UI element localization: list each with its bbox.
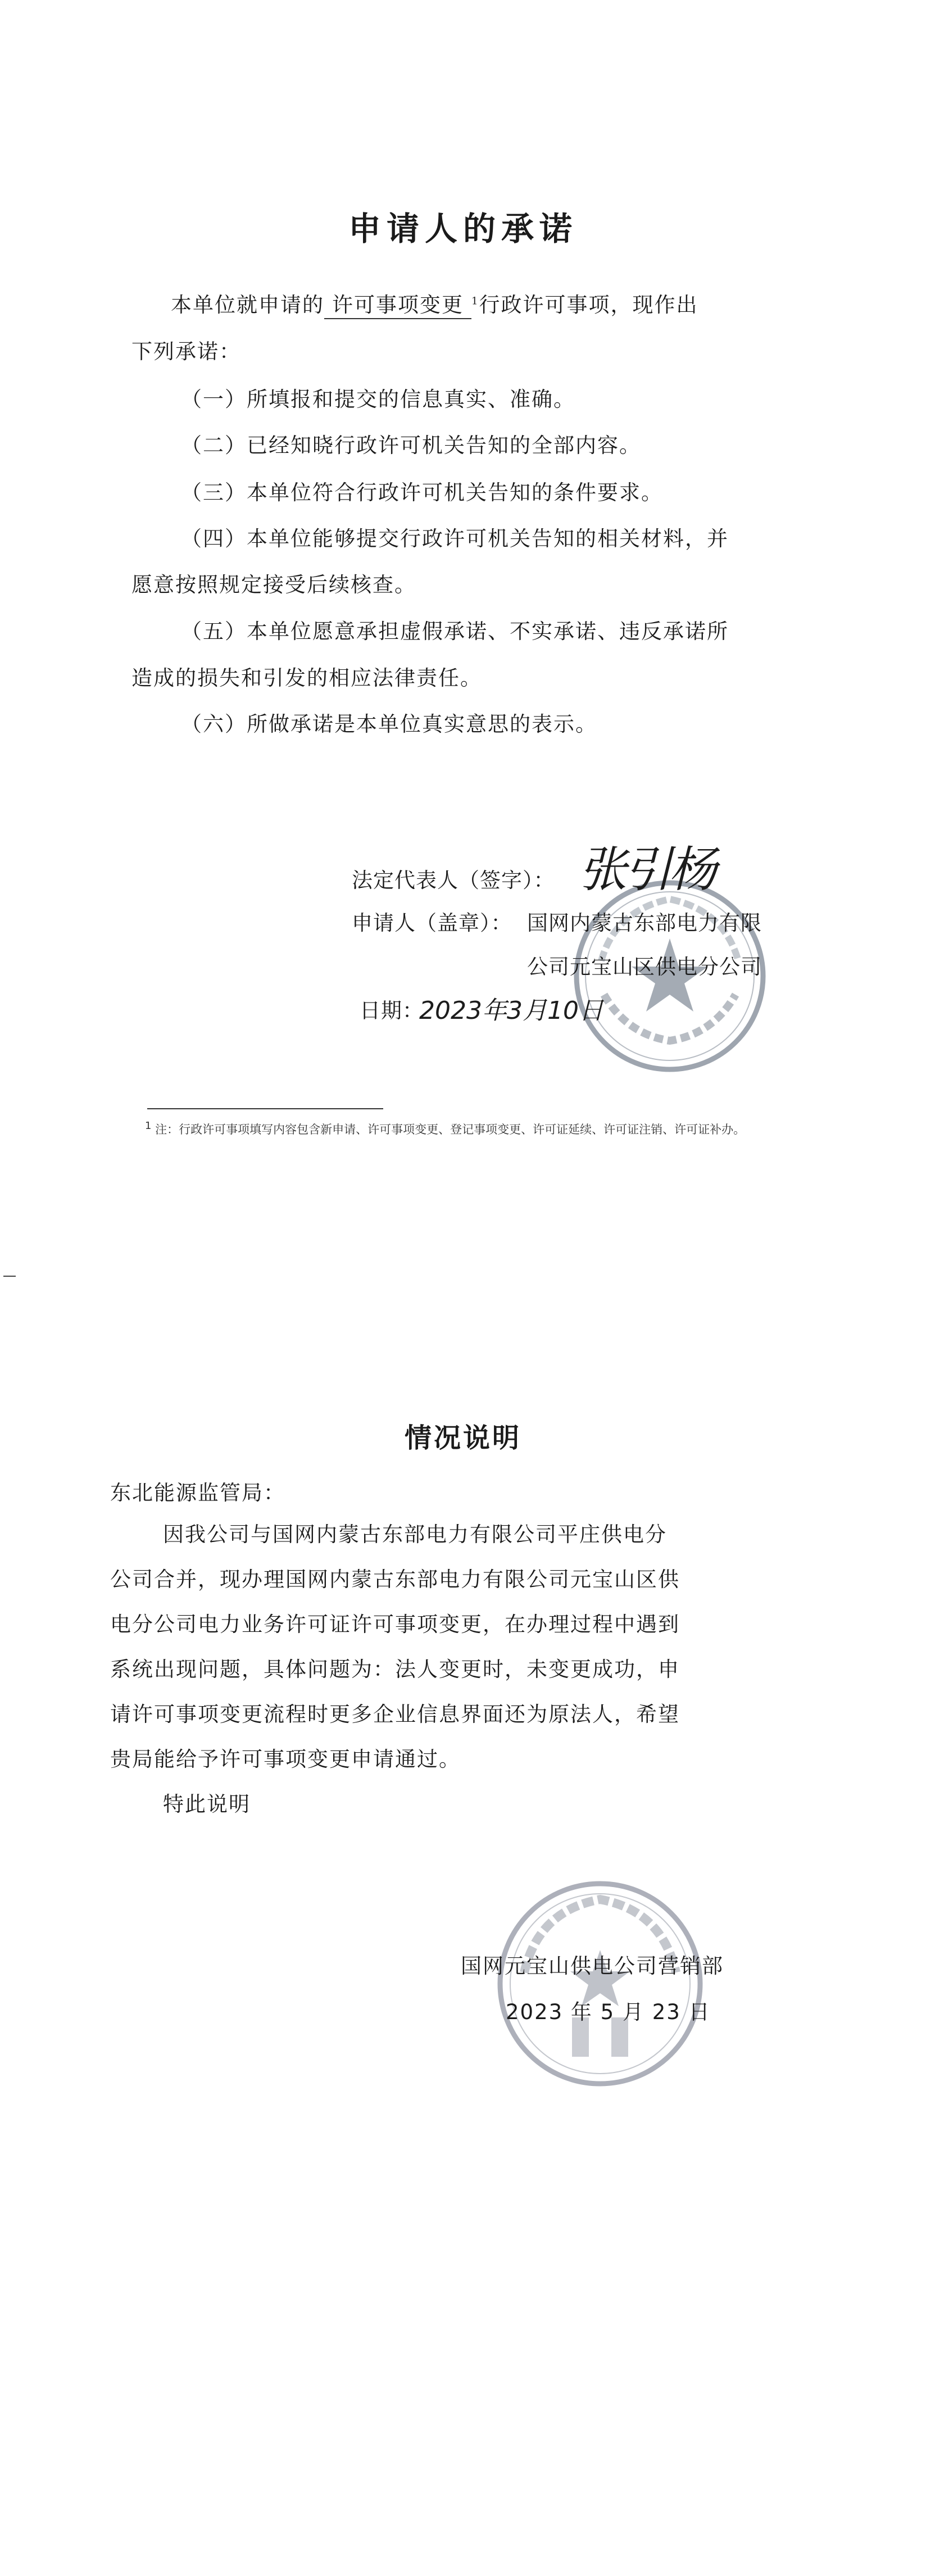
body-line: 电分公司电力业务许可证许可事项变更，在办理过程中遇到	[110, 1612, 680, 1636]
footnote-text: 注：行政许可事项填写内容包含新申请、许可事项变更、登记事项变更、许可证延续、许可证注销、许可证补办。	[155, 1123, 746, 1136]
footnote-divider	[147, 1108, 383, 1109]
explanation-date: 2023 年 5 月 23 日	[506, 2000, 711, 2024]
commitment-item: （三）本单位符合行政许可机关告知的条件要求。	[181, 480, 663, 505]
page-edge-mark	[3, 1276, 16, 1277]
intro-line-2: 下列承诺：	[131, 339, 241, 364]
body-line: 因我公司与国网内蒙古东部电力有限公司平庄供电分	[163, 1522, 667, 1546]
footnote	[145, 1116, 836, 1140]
body-line: 贵局能给予许可事项变更申请通过。	[110, 1747, 461, 1771]
legal-rep-label: 法定代表人（签字）：	[352, 868, 555, 892]
addressee: 东北能源监管局：	[110, 1481, 285, 1505]
body-line: 系统出现问题，具体问题为：法人变更时，未变更成功，申	[110, 1657, 680, 1681]
explanation-title: 情况说明	[404, 1422, 521, 1454]
body-line: 公司合并，现办理国网内蒙古东部电力有限公司元宝山区供	[110, 1567, 680, 1591]
commitment-item: （五）本单位愿意承担虚假承诺、不实承诺、违反承诺所	[181, 619, 729, 643]
intro-sup: 1	[471, 295, 479, 307]
page-title: 申请人的承诺	[348, 210, 578, 248]
date-handwritten: 2023年3月10日	[419, 996, 603, 1025]
applicant-label: 申请人（盖章）：	[352, 911, 512, 935]
commitment-item: （一）所填报和提交的信息真实、准确。	[181, 387, 575, 411]
commitment-item: （六）所做承诺是本单位真实意思的表示。	[181, 712, 597, 736]
department-seal-image	[493, 1877, 707, 2090]
date-label: 日期：	[360, 999, 424, 1023]
intro-prefix: 本单位就申请的	[171, 293, 324, 317]
commitment-item-cont: 造成的损失和引发的相应法律责任。	[131, 666, 482, 690]
commitment-item-cont: 愿意按照规定接受后续核查。	[131, 573, 416, 597]
signatory: 国网元宝山供电公司营销部	[461, 1954, 724, 1978]
intro-suffix: 行政许可事项，现作出	[479, 293, 698, 317]
legal-rep-signature: 张引杨	[579, 842, 714, 898]
closing-text: 特此说明	[163, 1792, 251, 1816]
body-line: 请许可事项变更流程时更多企业信息界面还为原法人，希望	[110, 1702, 680, 1726]
footnote-marker: 1	[145, 1120, 152, 1132]
commitment-item: （四）本单位能够提交行政许可机关告知的相关材料，并	[181, 527, 729, 551]
applicant-name-line-1: 国网内蒙古东部电力有限	[527, 911, 762, 935]
intro-line	[171, 288, 698, 319]
intro-fill: 许可事项变更	[324, 288, 471, 319]
applicant-name-line-2: 公司元宝山区供电分公司	[527, 955, 762, 979]
commitment-item: （二）已经知晓行政许可机关告知的全部内容。	[181, 433, 641, 457]
